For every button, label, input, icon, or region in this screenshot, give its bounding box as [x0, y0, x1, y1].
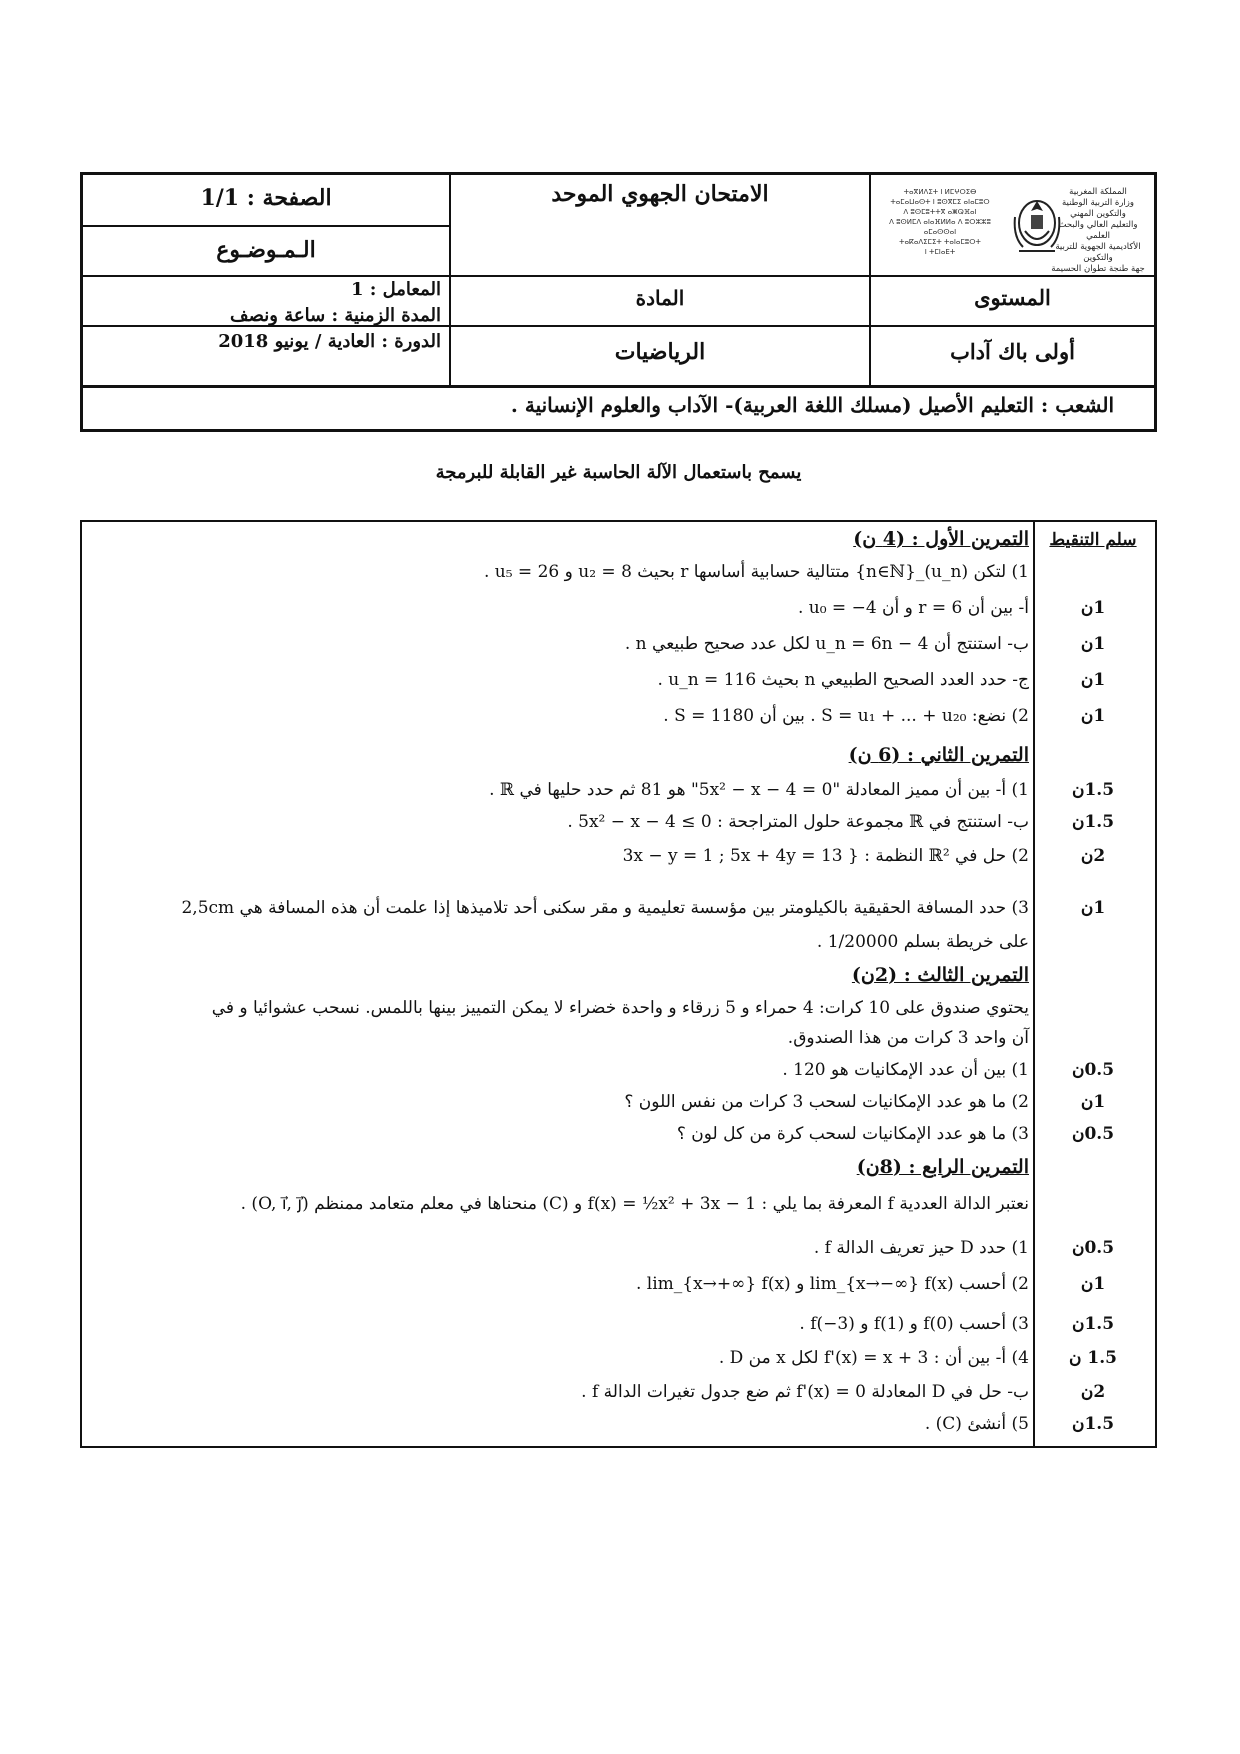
exercise-line: 3) أحسب f(0) و f(1) و f(−3) .: [799, 1314, 1029, 1334]
grading-scale-head: سلم التنقيط: [1049, 530, 1137, 550]
subject-name: الرياضيات: [614, 339, 706, 365]
subject-label: الـمـوضـوع: [216, 237, 316, 263]
page-number: الصفحة : 1/1: [200, 185, 332, 211]
exercise-line: ب- استنتج في ℝ مجموعة حلول المتراجحة : 5x² − x − 4 ≤ 0 .: [567, 812, 1029, 832]
exercise-line: ب- استنتج أن u_n = 6n − 4 لكل عدد صحيح طبيعي n .: [624, 634, 1029, 654]
grading-mark: 1.5ن: [1071, 812, 1115, 832]
header-row-3: [83, 305, 1154, 388]
coefficient: المعامل : 1: [350, 279, 441, 300]
exercise-line: 2) حل في ℝ² النظمة : { 3x − y = 1 ; 5x + 4y = 13: [622, 846, 1029, 866]
calculator-note: يسمح باستعمال الآلة الحاسبة غير القابلة للبرمجة: [435, 462, 802, 483]
header-row-1: [83, 175, 1154, 277]
branches: الشعب : التعليم الأصيل (مسلك اللغة العربية)- الآداب والعلوم الإنسانية .: [510, 393, 1114, 417]
grading-mark: 1ن: [1080, 1274, 1106, 1294]
exercise-line: 3) حدد المسافة الحقيقية بالكيلومتر بين مؤسسة تعليمية و مقر سكنى أحد تلاميذها إذا علمت أن هذه المسافة هي 2,5cm: [181, 898, 1029, 918]
exercise-line: 2) نضع: S = u₁ + ... + u₂₀ . بين أن S = 1180 .: [663, 706, 1029, 726]
ministry-logo: [873, 181, 1152, 274]
header-row-4: [83, 385, 1154, 429]
level-head: المستوى: [974, 285, 1051, 310]
exercise-line: نعتبر الدالة العددية f المعرفة بما يلي : f(x) = ½x² + 3x − 1 و (C) منحناها في معلم متعامد ممنظم (O, i⃗, j⃗) .: [240, 1194, 1029, 1214]
grading-mark: 0.5ن: [1071, 1124, 1115, 1144]
exercise-line: 4) أ- بين أن : f'(x) = x + 3 لكل x من D .: [718, 1348, 1029, 1368]
grading-mark: 1.5 ن: [1069, 1348, 1117, 1368]
grading-mark: 2ن: [1080, 1382, 1106, 1402]
exercise-line: آن واحد 3 كرات من هذا الصندوق.: [787, 1028, 1029, 1048]
exam-title: الامتحان الجهوي الموحد: [551, 181, 769, 207]
exercise-line: 2) أحسب lim_{x→−∞} f(x) و lim_{x→+∞} f(x) .: [635, 1274, 1029, 1294]
level-name: أولى باك آداب: [950, 339, 1075, 364]
exercise-line: أ- بين أن r = 6 و أن u₀ = −4 .: [797, 598, 1029, 618]
grading-mark: 1ن: [1080, 898, 1106, 918]
grading-mark: 1.5ن: [1071, 1414, 1115, 1434]
exercises-table: [80, 520, 1157, 1448]
exercise-line: 1) بين أن عدد الإمكانيات هو 120 .: [782, 1060, 1029, 1080]
exercise-line: 1) أ- بين أن مميز المعادلة "0 = 5x² − x − 4" هو 81 ثم حدد حليها في ℝ .: [489, 780, 1029, 800]
exercise-line: 5) أنشئ (C) .: [924, 1414, 1029, 1434]
exercise-line: على خريطة بسلم 1/20000 .: [816, 932, 1029, 952]
exercise-heading: التمرين الثالث : (2ن): [851, 964, 1029, 986]
exercise-line: 2) ما هو عدد الإمكانيات لسحب 3 كرات من نفس اللون ؟: [624, 1092, 1029, 1112]
grading-mark: 0.5ن: [1071, 1238, 1115, 1258]
grading-mark: 1.5ن: [1071, 780, 1115, 800]
grading-mark: 2ن: [1080, 846, 1106, 866]
exercise-heading: التمرين الرابع : (8ن): [856, 1156, 1029, 1178]
exercise-line: 3) ما هو عدد الإمكانيات لسحب كرة من كل لون ؟: [676, 1124, 1029, 1144]
exercise-line: ب- حل في D المعادلة f'(x) = 0 ثم ضع جدول تغيرات الدالة f .: [581, 1382, 1029, 1402]
session: الدورة : العادية / يونيو 2018: [218, 331, 441, 352]
arabic-ministry-text: المملكة المغربية وزارة التربية الوطنية والتكوين المهني والتعليم العالي والبحث العلمي الأكاديمية الجهوية للتربية والتكوين جهة طنجة تطوان الحسيمة: [1051, 187, 1145, 274]
grading-mark: 1ن: [1080, 1092, 1106, 1112]
exercise-line: يحتوي صندوق على 10 كرات: 4 حمراء و 5 زرقاء و واحدة خضراء لا يمكن التمييز بينها باللمس. نسحب عشوائيا و في: [211, 998, 1029, 1018]
exercise-heading: التمرين الثاني : (6 ن): [848, 744, 1029, 766]
duration: المدة الزمنية : ساعة ونصف: [230, 305, 441, 326]
exercise-line: ج- حدد العدد الصحيح الطبيعي n بحيث u_n = 116 .: [657, 670, 1029, 690]
exam-header: [80, 172, 1157, 432]
grading-mark: 1ن: [1080, 634, 1106, 654]
grading-mark: 1ن: [1080, 706, 1106, 726]
grading-mark: 1ن: [1080, 670, 1106, 690]
latin-ministry-text: ⵜⴰⴳⵍⴷⵉⵜ ⵏ ⵍⵎⵖⵔⵉⴱ ⵜⴰⵎⴰⵡⴰⵙⵜ ⵏ ⵓⵙⴳⵎⵉ ⴰⵏⴰⵎⵓⵔ ⴷ ⵓⵙⵎⵓⵜⵜⴳ ⴰⵥⵕⴼⴰⵏ ⴷ ⵓⵙⵍⵎⴷ ⴰⵏⴰⴼⵍⵍⴰ ⴷ ⵓⵔⵣⵣⵓ ⴰⵎⴰⵙⵙⴰⵏ ⵜⴰⴽⴰⴷⵉⵎⵉⵜ ⵜⴰⵏⴰⵎⵓⵔⵜ ⵏ ⵜⵎⵏⴰⴹⵜ: [889, 188, 991, 256]
exercise-line: 1) حدد D حيز تعريف الدالة f .: [813, 1238, 1029, 1258]
grading-mark: 1ن: [1080, 598, 1106, 618]
grading-mark: 0.5ن: [1071, 1060, 1115, 1080]
subject-head: المادة: [635, 286, 685, 310]
exercise-line: 1) لتكن (u_n)_{n∈ℕ} متتالية حسابية أساسها r بحيث u₂ = 8 و u₅ = 26 .: [483, 562, 1029, 582]
exercise-heading: التمرين الأول : (4 ن): [853, 528, 1029, 550]
grading-mark: 1.5ن: [1071, 1314, 1115, 1334]
